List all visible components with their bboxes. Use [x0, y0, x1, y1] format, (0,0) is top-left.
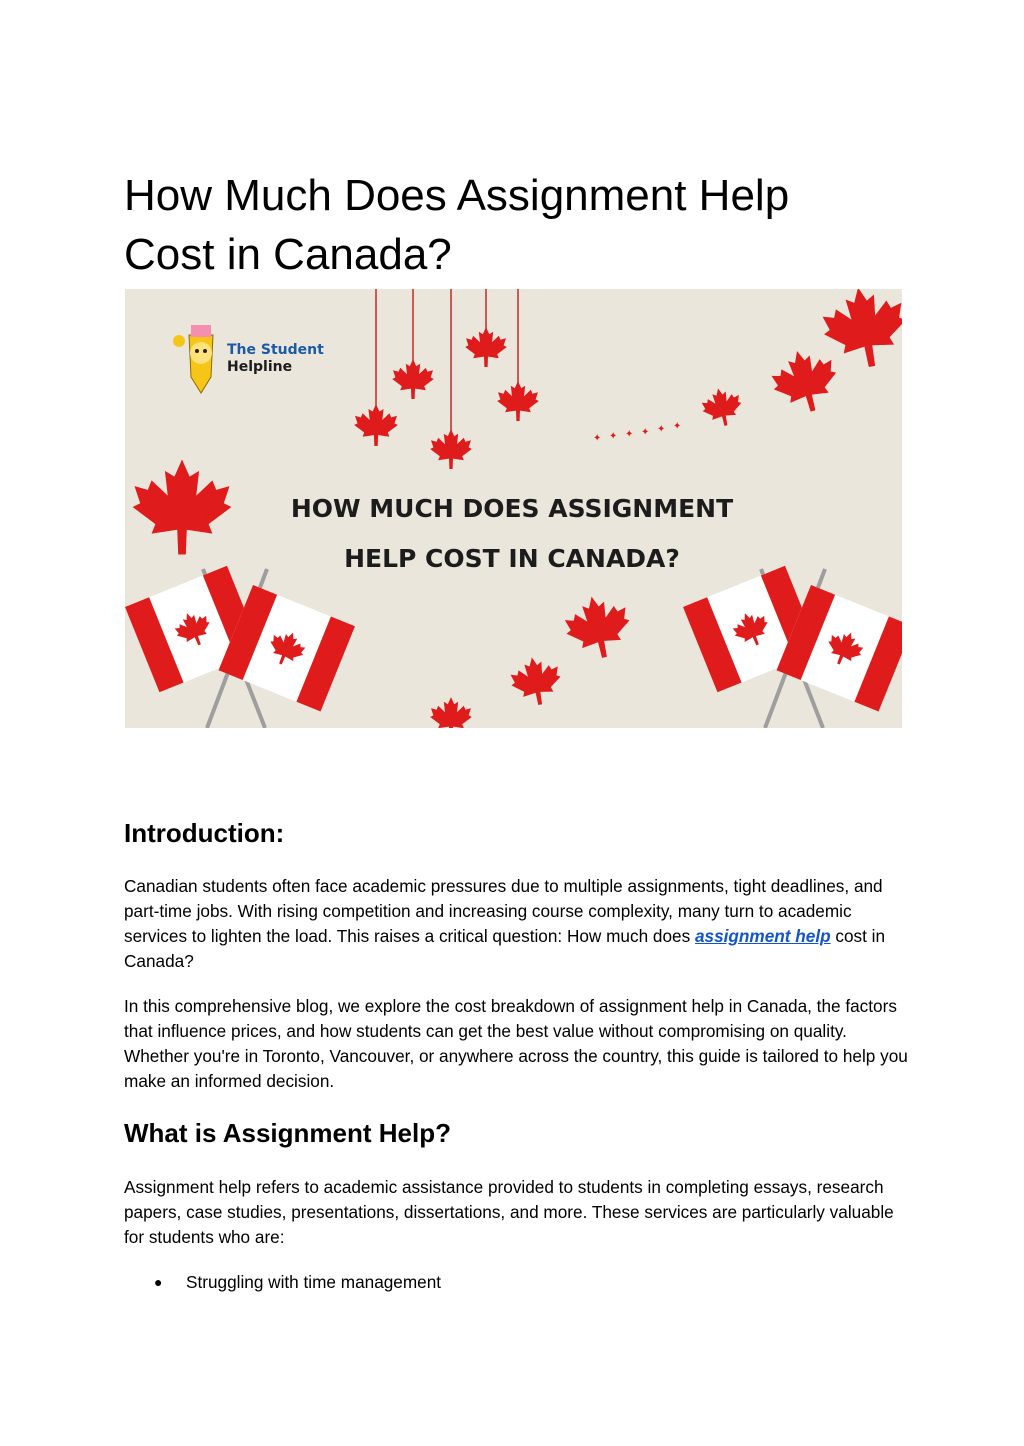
list-item-text: Struggling with time management — [186, 1272, 442, 1292]
brand-line-1: The Student — [227, 342, 324, 358]
hero-headline — [291, 494, 733, 573]
svg-text:✦: ✦ — [625, 429, 634, 440]
what-is-paragraph: Assignment help refers to academic assistance provided to students in completing essays, research papers, case studies, presentations, dissertations, and more. These services are particularly valuable for students who are: — [124, 1177, 894, 1247]
hero-headline-line-2: HELP COST IN CANADA? — [344, 544, 680, 573]
title-line-2: Cost in Canada? — [124, 230, 452, 279]
assignment-help-link[interactable]: assignment help — [694, 926, 831, 946]
brand-logo — [173, 325, 324, 393]
bullet-list — [124, 1270, 441, 1295]
svg-text:✦: ✦ — [593, 433, 602, 444]
list-item — [124, 1270, 441, 1295]
svg-text:✦: ✦ — [673, 421, 682, 432]
intro-text-before-link: Canadian students often face academic pressures due to multiple assignments, tight deadlines, and part-time jobs. With rising competition and increasing course complexity, many turn to academic services to lighten the load. This raises a critical question: How much does — [124, 876, 883, 946]
introduction-paragraph-2: In this comprehensive blog, we explore the cost breakdown of assignment help in Canada, the factors that influence prices, and how students can get the best value without compromising on quality. Whether you're in Toronto, Vancouver, or anywhere across the country, this guide is tailored to help you make an informed decision. — [124, 996, 908, 1091]
svg-text:✦: ✦ — [641, 427, 650, 438]
crossed-canadian-flags-left — [125, 566, 355, 728]
introduction-paragraph-1 — [124, 874, 914, 974]
pencil-mascot-icon — [173, 325, 213, 393]
intro-text-after-link: cost in Canada? — [124, 926, 886, 971]
title-line-1: How Much Does Assignment Help — [124, 171, 790, 220]
brand-line-2: Helpline — [227, 359, 293, 375]
bullet-dot-icon: ● — [154, 1274, 163, 1290]
crossed-canadian-flags-right — [683, 566, 902, 728]
hanging-strings — [376, 289, 518, 434]
introduction-heading: Introduction: — [124, 818, 285, 848]
hero-image — [125, 289, 902, 728]
hero-headline-line-1: HOW MUCH DOES ASSIGNMENT — [290, 494, 734, 523]
svg-text:✦: ✦ — [609, 431, 618, 442]
what-is-heading: What is Assignment Help? — [124, 1118, 451, 1148]
svg-text:✦: ✦ — [657, 424, 666, 435]
document-title — [124, 166, 904, 284]
sparkle-trail — [593, 421, 681, 444]
